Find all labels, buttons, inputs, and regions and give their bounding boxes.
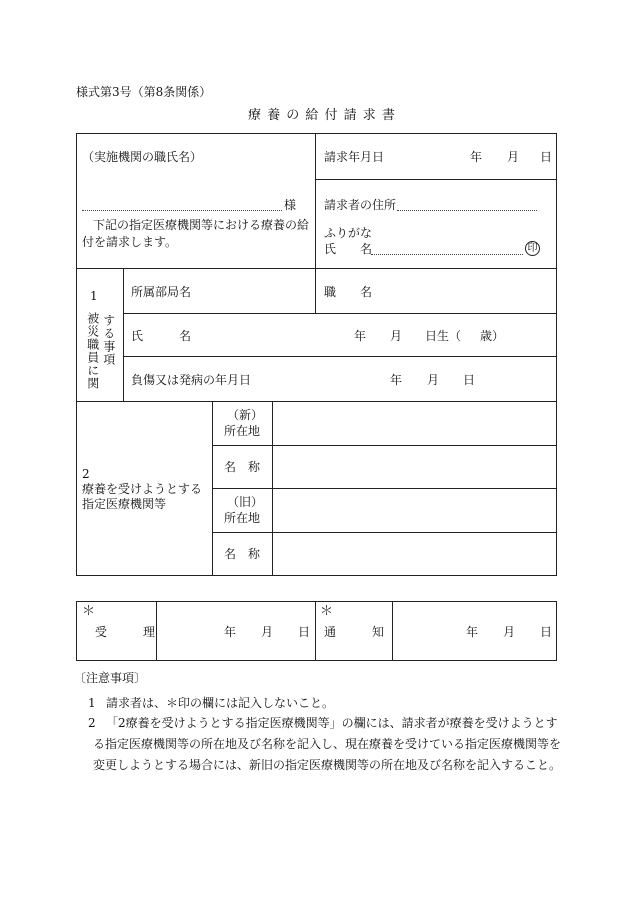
furigana-label: ふりがな (324, 226, 373, 240)
sec2-heading-line2: 指定医療機関等 (82, 497, 167, 511)
old-location-label: 所在地 (224, 511, 261, 525)
receipt-line-2 (315, 601, 316, 661)
injury-date-label: 負傷又は発病の年月日 (131, 373, 252, 387)
request-date-label: 請求年月日 (324, 150, 385, 164)
note-1-text: 請求者は、＊印の欄には記入しないこと。 (106, 696, 335, 710)
old-name-label: 名 称 (224, 547, 261, 561)
new-location-label: 所在地 (224, 424, 261, 438)
address-field[interactable] (397, 210, 537, 211)
receipt-label: 受 理 (95, 625, 156, 639)
note-1-number: 1 (88, 696, 96, 710)
form-title: 療 養 の 給 付 請 求 書 (248, 108, 396, 123)
line-sec1-heading (123, 268, 124, 401)
seal-mark: 印 (525, 241, 540, 256)
injury-year: 年 (390, 373, 403, 387)
sec1-heading-col-b: する事項 (101, 314, 116, 366)
birth-age: 歳） (480, 329, 505, 343)
address-label: 請求者の住所 (324, 198, 397, 212)
request-date-year: 年 (470, 150, 483, 164)
notes-heading: 〔注意事項〕 (74, 671, 147, 685)
request-date-month: 月 (507, 150, 520, 164)
line-top-split (315, 133, 316, 268)
note-2-line2: る指定医療機関等の所在地及び名称を記入し、現在療養を受けている指定医療機関等を (93, 737, 562, 751)
notice-star: ＊ (320, 604, 334, 619)
request-text-line1: 下記の指定医療機関等における療養の給 (93, 218, 310, 232)
birth-day: 日生（ (425, 329, 462, 343)
institution-label: （実施機関の職氏名） (82, 150, 203, 164)
form-number: 様式第3号（第8条関係） (76, 85, 212, 99)
line-sec2-row2 (212, 488, 557, 489)
request-text-line2: 付を請求します。 (82, 235, 178, 249)
old-tag: （旧） (227, 495, 264, 509)
receipt-day: 日 (298, 625, 311, 639)
applicant-name-label: 氏 名 (324, 242, 373, 256)
institution-name-field[interactable] (82, 210, 282, 211)
sec1-number: 1 (90, 289, 98, 303)
receipt-star: ＊ (82, 604, 96, 619)
line-sec2-row3 (212, 532, 557, 533)
receipt-month: 月 (261, 625, 274, 639)
sec2-number: 2 (82, 467, 90, 481)
notice-label: 通 知 (324, 625, 385, 639)
request-date-day: 日 (540, 150, 553, 164)
line-sec2-labels (272, 401, 273, 576)
dept-label: 所属部局名 (131, 285, 192, 299)
injury-day: 日 (463, 373, 476, 387)
sec2-heading-line1: 療養を受けようとする (82, 482, 203, 496)
injured-name-label: 氏 名 (131, 329, 192, 343)
injury-month: 月 (427, 373, 440, 387)
line-top-bottom (76, 268, 557, 269)
line-sec1-row1 (123, 313, 557, 314)
line-date-address (315, 179, 557, 180)
post-label: 職 名 (324, 285, 373, 299)
sec1-heading-col-a: 被災職員に関 (85, 312, 100, 390)
note-2-line1: 「2療養を受けようとする指定医療機関等」の欄には、請求者が療養を受けようとす (106, 716, 558, 730)
receipt-line-3 (392, 601, 393, 661)
line-sec2-heading (212, 401, 213, 576)
new-tag: （新） (227, 408, 264, 422)
sama-label: 様 (284, 198, 297, 212)
line-sec1-row2 (123, 356, 557, 357)
line-sec1-post (315, 268, 316, 313)
receipt-year: 年 (224, 625, 237, 639)
notice-day: 日 (540, 625, 553, 639)
line-sec1-sec2 (76, 401, 557, 402)
new-name-label: 名 称 (224, 460, 261, 474)
line-sec2-row1 (212, 445, 557, 446)
notice-year: 年 (466, 625, 479, 639)
birth-year: 年 (354, 329, 367, 343)
birth-month: 月 (390, 329, 403, 343)
applicant-name-field[interactable] (371, 254, 523, 255)
notice-month: 月 (503, 625, 516, 639)
note-2-number: 2 (88, 716, 96, 730)
note-2-line3: 変更しようとする場合には、新旧の指定医療機関等の所在地及び名称を記入すること。 (93, 758, 562, 772)
receipt-line-1 (156, 601, 157, 661)
